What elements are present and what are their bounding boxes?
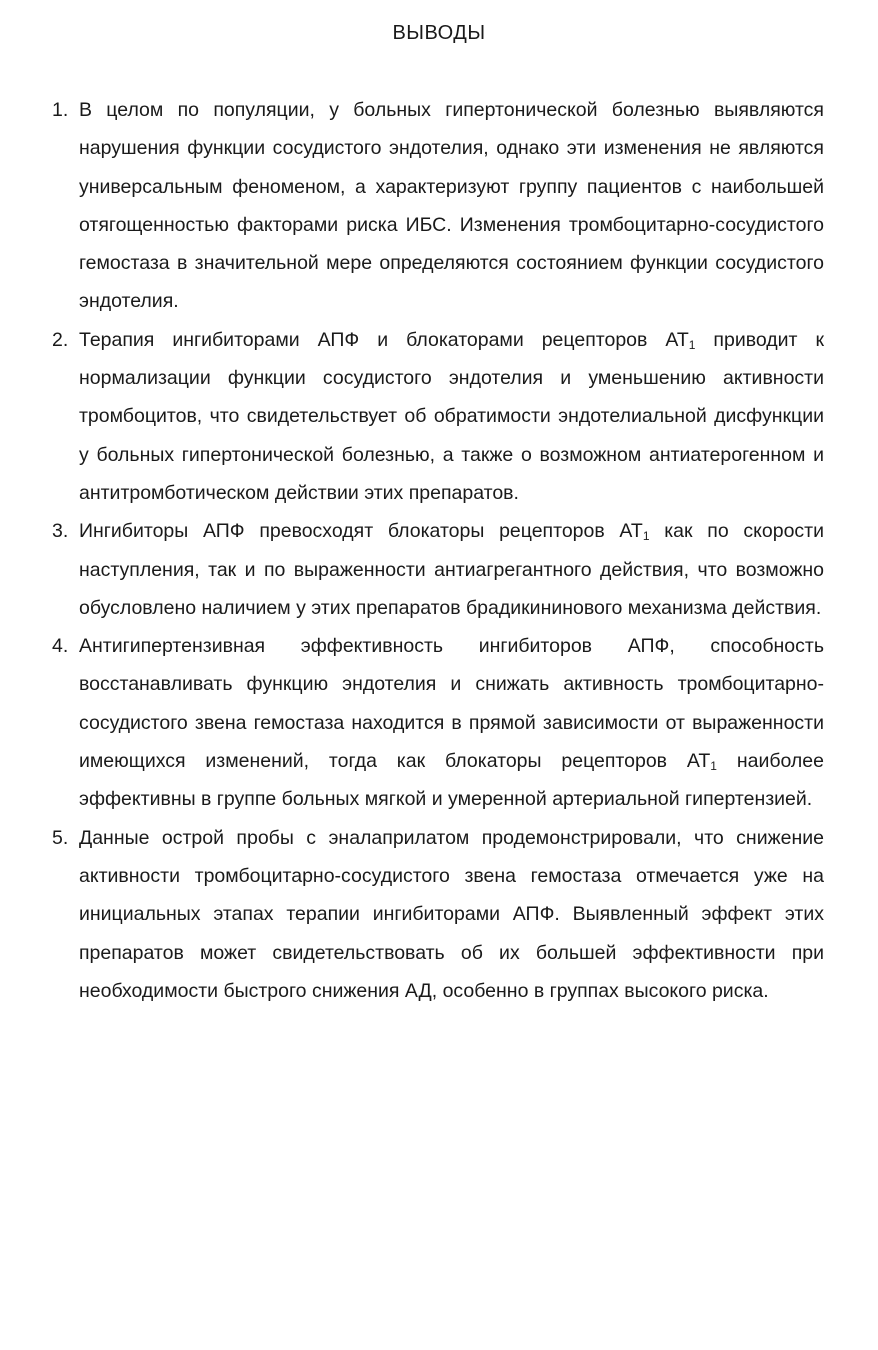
list-item xyxy=(52,819,824,1010)
item-number: 2. xyxy=(52,328,69,351)
item-text: Данные острой пробы с эналаприлатом продемонстрировали, что снижение активности тромбоцитарно-сосудистого звена гемостаза отмечается уже на инициальных этапах терапии ингибиторами АПФ. Выявленный эффект этих препаратов может свидетельствовать об их большей эффективности при необходимости быстрого снижения АД, особенно в группах высокого риска. xyxy=(79,826,824,1002)
list-item xyxy=(52,627,824,818)
list-item xyxy=(52,321,824,512)
subscript: 1 xyxy=(710,759,717,774)
item-number: 1. xyxy=(52,99,69,121)
page-title: ВЫВОДЫ xyxy=(392,22,486,44)
item-text-continued: наиболее эффективны в группе больных мягкой и умеренной артериальной гипертензией. xyxy=(79,750,825,811)
conclusions-list xyxy=(52,91,824,1010)
subscript: 1 xyxy=(688,337,696,352)
subscript: 1 xyxy=(642,529,650,544)
list-item xyxy=(52,91,824,321)
list-item xyxy=(52,512,824,627)
item-number: 3. xyxy=(52,520,69,543)
item-text: В целом по популяции, у больных гипертонической болезнью выявляются нарушения функции сосудистого эндотелия, однако эти изменения не являются универсальным феноменом, а характеризуют группу пациентов с наибольшей отягощенностью факторами риска ИБС. Изменения тромбоцитарно-сосудистого гемостаза в значительной мере определяются состоянием функции сосудистого эндотелия. xyxy=(79,99,824,313)
item-text-continued: как по скорости наступления, так и по выраженности антиагрегантного действия, что возможно обусловлено наличием у этих препаратов брадикининового механизма действия. xyxy=(79,520,824,619)
item-number: 5. xyxy=(52,826,69,849)
item-number: 4. xyxy=(52,635,69,658)
item-text: Терапия ингибиторами АПФ и блокаторами рецепторов АТ xyxy=(79,328,689,351)
item-text-continued: приводит к нормализации функции сосудистого эндотелия и уменьшению активности тромбоцитов, что свидетельствует об обратимости эндотелиальной дисфункции у больных гипертонической болезнью, а также о возможном антиатерогенном и антитромботическом действии этих препаратов. xyxy=(79,328,824,504)
item-text: Ингибиторы АПФ превосходят блокаторы рецепторов АТ xyxy=(79,520,643,543)
item-text: Антигипертензивная эффективность ингибиторов АПФ, способность восстанавливать функцию эндотелия и снижать активность тромбоцитарно-сосудистого звена гемостаза находится в прямой зависимости от выраженности имеющихся изменений, тогда как блокаторы рецепторов АТ xyxy=(79,635,824,773)
